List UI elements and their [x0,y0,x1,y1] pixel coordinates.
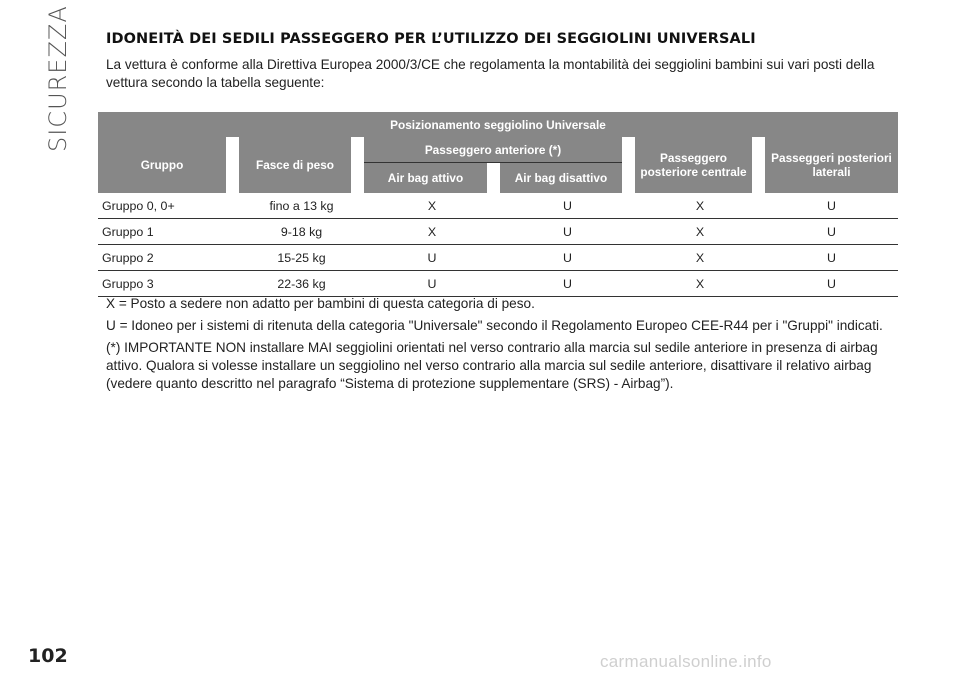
cell-airbag-disattivo: U [500,245,635,271]
cell-airbag-disattivo: U [500,193,635,219]
header-passeggero-posteriore-centrale: Passeggero posteriore centrale [635,137,752,193]
table-banner: Posizionamento seggiolino Universale [98,112,898,137]
cell-gruppo: Gruppo 2 [98,245,239,271]
table-row [98,245,898,271]
cell-gruppo: Gruppo 1 [98,219,239,245]
column-gap [351,137,364,193]
legend [106,295,898,397]
cell-airbag-attivo: U [364,271,500,297]
cell-airbag-attivo: X [364,219,500,245]
table-row [98,219,898,245]
cell-peso: fino a 13 kg [239,193,364,219]
intro-paragraph: La vettura è conforme alla Direttiva Europea 2000/3/CE che regolamenta la montabilità dei seggiolini bambini sui vari posti della vettura secondo la tabella seguente: [106,57,875,90]
cell-posteriore-centrale: X [635,219,765,245]
column-gap [752,137,765,193]
cell-posteriore-centrale: X [635,193,765,219]
cell-peso: 9-18 kg [239,219,364,245]
header-passeggero-anteriore: Passeggero anteriore (*) [364,137,622,163]
cell-posteriore-centrale: X [635,245,765,271]
cell-posteriori-laterali: U [765,193,898,219]
legend-u-note: U = Idoneo per i sistemi di ritenuta della categoria "Universale" secondo il Regolamento Europeo CEE-R44 per i "Gruppi" indicati. [106,318,883,333]
header-airbag-attivo: Air bag attivo [364,163,487,193]
header-passeggeri-posteriori-laterali: Passeggeri posteriori laterali [765,137,898,193]
legend-x-note: X = Posto a sedere non adatto per bambini di questa categoria di peso. [106,296,535,311]
table-row [98,193,898,219]
page-title: IDONEITÀ DEI SEDILI PASSEGGERO PER L’UTILIZZO DEI SEGGIOLINI UNIVERSALI [106,31,756,47]
header-airbag-disattivo: Air bag disattivo [500,163,622,193]
cell-posteriori-laterali: U [765,271,898,297]
cell-gruppo: Gruppo 0, 0+ [98,193,239,219]
important-note: (*) IMPORTANTE NON installare MAI seggiolini orientati nel verso contrario alla marcia sul sedile anteriore in presenza di airbag attivo. Qualora si volesse installare un seggiolino nel verso contrario alla marcia sul sedile anteriore, disattivare il relativo airbag (vedere quanto descritto nel paragrafo “Sistema di protezione supplementare (SRS) - Airbag”). [106,340,878,391]
cell-peso: 22-36 kg [239,271,364,297]
cell-airbag-attivo: X [364,193,500,219]
cell-airbag-attivo: U [364,245,500,271]
header-gruppo: Gruppo [98,137,226,193]
cell-peso: 15-25 kg [239,245,364,271]
header-fasce-di-peso: Fasce di peso [239,137,351,193]
page-number: 102 [28,645,68,667]
column-gap [487,163,500,193]
column-gap [622,137,635,193]
section-label: SICUREZZA [44,5,72,152]
watermark: carmanualsonline.info [600,652,772,671]
cell-airbag-disattivo: U [500,271,635,297]
cell-posteriori-laterali: U [765,219,898,245]
child-seat-table [98,112,898,297]
cell-airbag-disattivo: U [500,219,635,245]
column-gap [226,137,239,193]
cell-gruppo: Gruppo 3 [98,271,239,297]
table-row [98,271,898,297]
cell-posteriore-centrale: X [635,271,765,297]
cell-posteriori-laterali: U [765,245,898,271]
